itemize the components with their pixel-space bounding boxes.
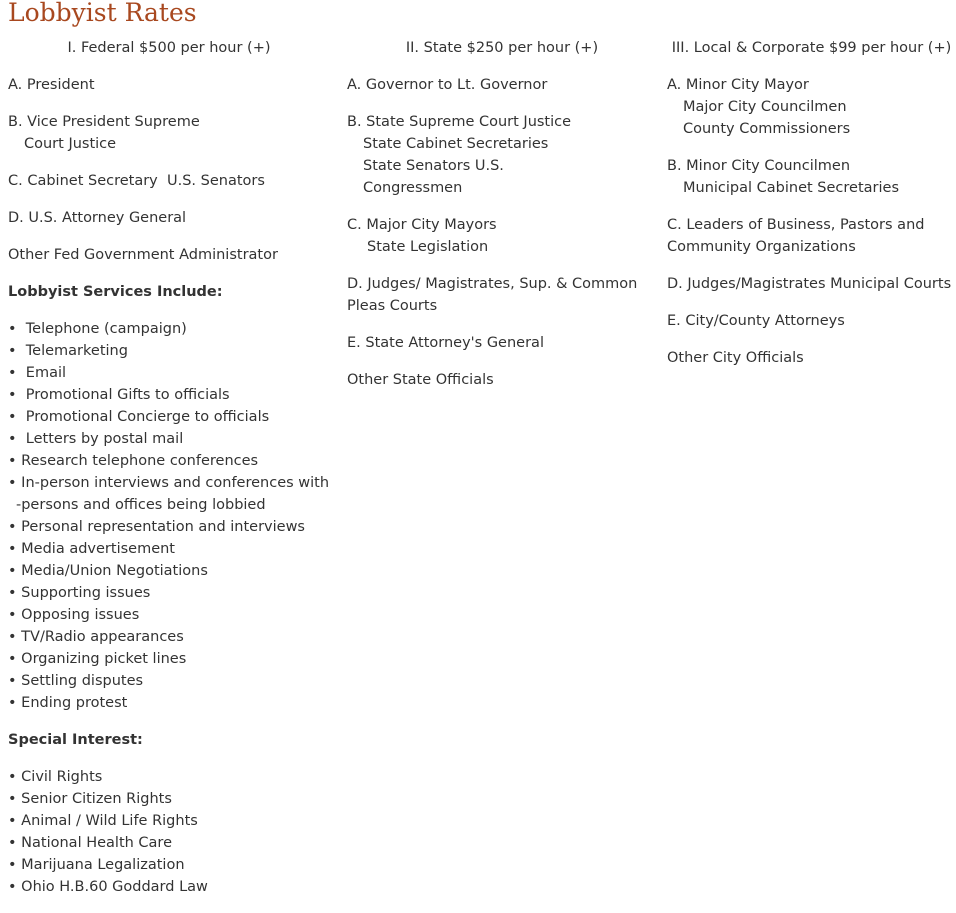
list-item: • National Health Care <box>8 832 330 854</box>
federal-item-other-line: Other Fed Government Administrator <box>8 247 278 263</box>
local-item-b-line: B. Minor City Councilmen <box>667 158 851 174</box>
list-item: • Telemarketing <box>8 340 330 362</box>
local-item-a <box>667 74 956 140</box>
list-item: • Supporting issues <box>8 582 330 604</box>
list-item: -persons and offices being lobbied <box>16 497 266 513</box>
local-item-b <box>667 155 956 199</box>
local-item-c <box>667 214 956 258</box>
list-item: • Animal / Wild Life Rights <box>8 810 330 832</box>
state-item-c-line: State Legislation <box>367 239 489 255</box>
local-item-d <box>667 273 956 295</box>
list-item: • Email <box>8 362 330 384</box>
federal-item-d-line: D. U.S. Attorney General <box>8 210 187 226</box>
list-item: • Letters by postal mail <box>8 428 330 450</box>
federal-item-c-line: C. Cabinet Secretary U.S. Senators <box>8 173 265 189</box>
list-item: • Promotional Gifts to officials <box>8 384 330 406</box>
local-item-e <box>667 310 956 332</box>
state-rates-column <box>347 37 657 406</box>
state-item-d-line: Pleas Courts <box>347 298 438 314</box>
state-item-a <box>347 74 657 96</box>
list-item: • Opposing issues <box>8 604 330 626</box>
list-item: • Personal representation and interviews <box>8 516 330 538</box>
local-item-e-line: E. City/County Attorneys <box>667 313 845 329</box>
local-item-other-line: Other City Officials <box>667 350 804 366</box>
local-item-d-line: D. Judges/Magistrates Municipal Courts <box>667 276 952 292</box>
federal-rates-column <box>8 37 330 913</box>
state-item-b-line: B. State Supreme Court Justice <box>347 114 572 130</box>
federal-item-b <box>8 111 330 155</box>
federal-item-b-line: B. Vice President Supreme <box>8 114 200 130</box>
list-item: • Research telephone conferences <box>8 450 330 472</box>
local-rate-heading: III. Local & Corporate $99 per hour (+) <box>671 40 952 56</box>
federal-rate-heading: I. Federal $500 per hour (+) <box>67 40 271 56</box>
list-item: • Media advertisement <box>8 538 330 560</box>
list-item: • Media/Union Negotiations <box>8 560 330 582</box>
local-rates-column <box>667 37 956 384</box>
list-item: • Civil Rights <box>8 766 330 788</box>
services-heading: Lobbyist Services Include: <box>8 284 223 300</box>
local-item-other <box>667 347 956 369</box>
special-interest-list <box>8 766 330 898</box>
state-item-other <box>347 369 657 391</box>
local-item-a-line: Major City Councilmen <box>683 99 847 115</box>
federal-item-b-line: Court Justice <box>24 136 117 152</box>
local-item-c-line: C. Leaders of Business, Pastors and <box>667 217 925 233</box>
state-rate-heading: II. State $250 per hour (+) <box>405 40 599 56</box>
list-item: • In-person interviews and conferences with <box>8 472 330 494</box>
local-item-a-line: A. Minor City Mayor <box>667 77 809 93</box>
state-item-e <box>347 332 657 354</box>
services-list <box>8 318 330 714</box>
state-item-e-line: E. State Attorney's General <box>347 335 544 351</box>
state-item-c-line: C. Major City Mayors <box>347 217 497 233</box>
state-item-d <box>347 273 657 317</box>
list-item: • Ohio H.B.60 Goddard Law <box>8 876 330 898</box>
list-item: • Marijuana Legalization <box>8 854 330 876</box>
federal-item-a-line: A. President <box>8 77 95 93</box>
federal-item-other <box>8 244 330 266</box>
list-item: • Telephone (campaign) <box>8 318 330 340</box>
state-item-b <box>347 111 657 199</box>
state-item-b-line: State Senators U.S. <box>363 158 504 174</box>
list-item: • Settling disputes <box>8 670 330 692</box>
list-item: • TV/Radio appearances <box>8 626 330 648</box>
list-item: • Senior Citizen Rights <box>8 788 330 810</box>
state-item-a-line: A. Governor to Lt. Governor <box>347 77 548 93</box>
list-item: • Promotional Concierge to officials <box>8 406 330 428</box>
federal-item-d <box>8 207 330 229</box>
state-item-other-line: Other State Officials <box>347 372 494 388</box>
page-title: Lobbyist Rates <box>8 0 197 27</box>
list-item: • Ending protest <box>8 692 330 714</box>
local-item-c-line: Community Organizations <box>667 239 856 255</box>
federal-item-c <box>8 170 330 192</box>
list-item: • Organizing picket lines <box>8 648 330 670</box>
federal-item-a <box>8 74 330 96</box>
local-item-b-line: Municipal Cabinet Secretaries <box>683 180 899 196</box>
state-item-b-line: State Cabinet Secretaries <box>363 136 549 152</box>
local-item-a-line: County Commissioners <box>683 121 851 137</box>
state-item-d-line: D. Judges/ Magistrates, Sup. & Common <box>347 276 638 292</box>
state-item-b-line: Congressmen <box>363 180 463 196</box>
special-interest-heading: Special Interest: <box>8 732 143 748</box>
state-item-c <box>347 214 657 258</box>
